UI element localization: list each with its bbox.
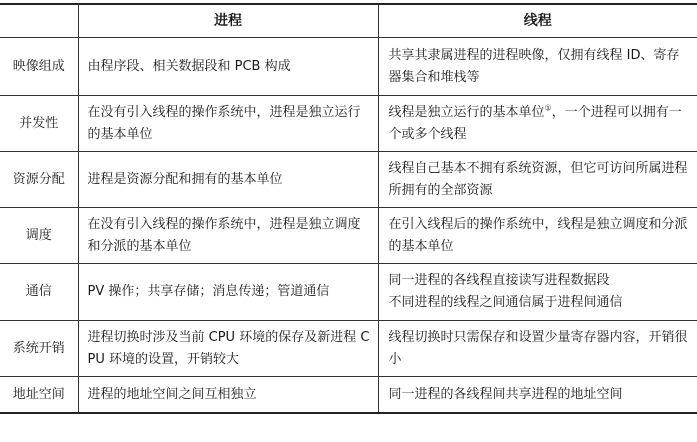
footnote-marker: ① [544, 103, 552, 113]
row-label: 系统开销 [0, 321, 78, 377]
table-row [0, 152, 697, 208]
process-cell: 在没有引入线程的操作系统中，进程是独立运行的基本单位 [78, 96, 378, 152]
table-row [0, 377, 697, 414]
process-cell: 在没有引入线程的操作系统中，进程是独立调度和分派的基本单位 [78, 208, 378, 264]
table-row [0, 38, 697, 96]
table-row [0, 96, 697, 152]
thread-cell: 共享其隶属进程的进程映像，仅拥有线程 ID、寄存器集合和堆栈等 [378, 38, 697, 96]
process-cell: 进程是资源分配和拥有的基本单位 [78, 152, 378, 208]
process-cell: 进程切换时涉及当前 CPU 环境的保存及新进程 CPU 环境的设置，开销较大 [78, 321, 378, 377]
process-thread-comparison-table [0, 3, 697, 414]
process-cell: PV 操作；共享存储；消息传递；管道通信 [78, 264, 378, 321]
row-label: 通信 [0, 264, 78, 321]
thread-cell: 线程自己基本不拥有系统资源，但它可访问所属进程所拥有的全部资源 [378, 152, 697, 208]
process-cell: 进程的地址空间之间互相独立 [78, 377, 378, 414]
thread-cell: 在引入线程后的操作系统中，线程是独立调度和分派的基本单位 [378, 208, 697, 264]
table-header [0, 4, 697, 38]
table-row [0, 264, 697, 321]
header-blank-cell [0, 4, 78, 38]
thread-cell [378, 264, 697, 321]
row-label: 映像组成 [0, 38, 78, 96]
header-process: 进程 [78, 4, 378, 38]
thread-cell: 同一进程的各线程间共享进程的地址空间 [378, 377, 697, 414]
table-row [0, 321, 697, 377]
thread-text-continued: ，一个进程可以拥有一个或多个线程 [388, 104, 682, 142]
row-label: 调度 [0, 208, 78, 264]
thread-line-2: 不同进程的线程之间通信属于进程间通信 [388, 295, 623, 310]
row-label: 并发性 [0, 96, 78, 152]
table-row [0, 208, 697, 264]
thread-cell [378, 96, 697, 152]
process-cell: 由程序段、相关数据段和 PCB 构成 [78, 38, 378, 96]
row-label: 地址空间 [0, 377, 78, 414]
thread-cell: 线程切换时只需保存和设置少量寄存器内容，开销很小 [378, 321, 697, 377]
thread-line-1: 同一进程的各线程直接读写进程数据段 [388, 273, 610, 288]
table-body [0, 38, 697, 414]
thread-text: 线程是独立运行的基本单位 [388, 104, 545, 120]
row-label: 资源分配 [0, 152, 78, 208]
header-row [0, 4, 697, 38]
header-thread: 线程 [378, 4, 697, 38]
